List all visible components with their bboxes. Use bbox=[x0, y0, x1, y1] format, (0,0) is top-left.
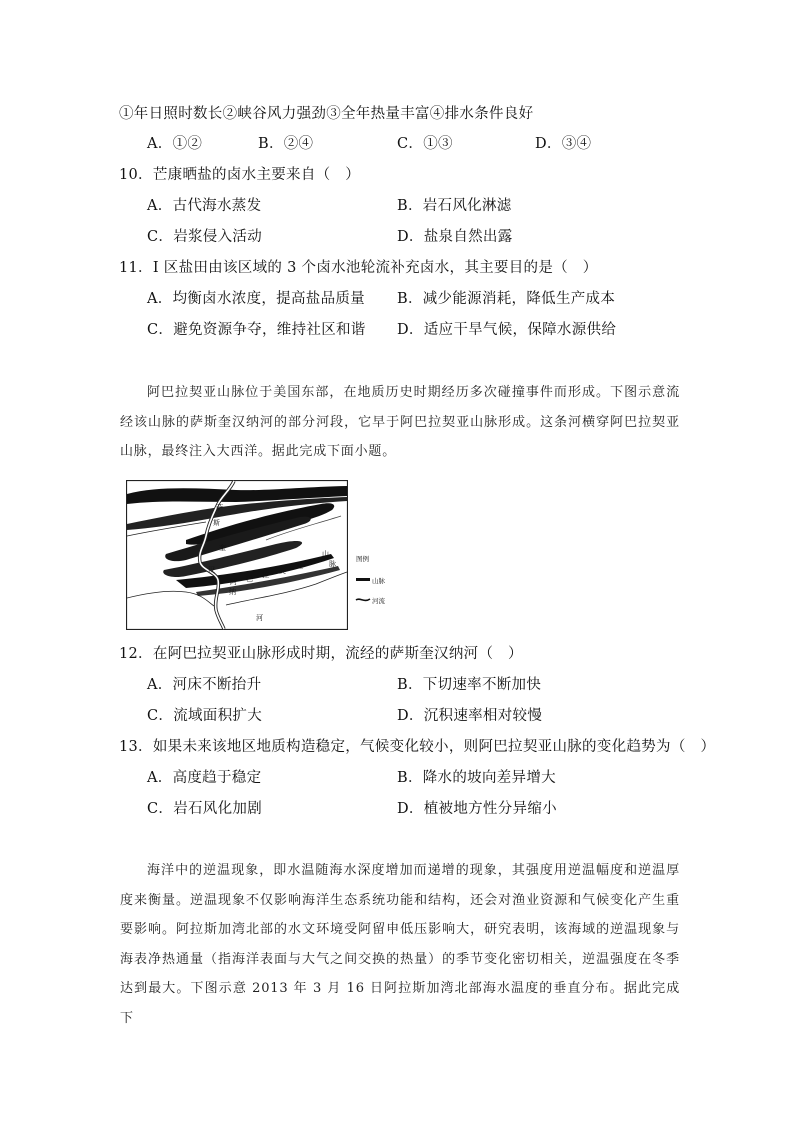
river-char-3: 奎 bbox=[219, 544, 226, 552]
q13-option-b[interactable]: B．降水的坡向差异增大 bbox=[397, 770, 556, 786]
passage-ocean-inversion bbox=[120, 856, 680, 1033]
range-char-3: 拉 bbox=[262, 571, 269, 579]
q9-option-b[interactable]: B．②④ bbox=[258, 136, 314, 152]
q11-option-d[interactable]: D．适应干旱气候，保障水源供给 bbox=[397, 322, 617, 338]
legend-title-text: 图例 bbox=[356, 555, 369, 563]
range-char-5: 亚 bbox=[296, 562, 303, 570]
q9-option-c[interactable]: C．①③ bbox=[397, 136, 453, 152]
q10-option-b[interactable]: B．岩石风化淋滤 bbox=[397, 198, 512, 214]
legend-river-swatch bbox=[356, 599, 370, 600]
q13-option-c[interactable]: C．岩石风化加剧 bbox=[147, 801, 262, 817]
q9-statements: ①年日照时数长②峡谷风力强劲③全年热量丰富④排水条件良好 bbox=[119, 106, 534, 122]
q9-option-d[interactable]: D．③④ bbox=[535, 136, 592, 152]
river-char-4: 汉 bbox=[208, 566, 215, 574]
q12-option-a[interactable]: A．河床不断抬升 bbox=[147, 677, 262, 693]
q10-stem: 10．芒康晒盐的卤水主要来自（ ） bbox=[119, 167, 361, 183]
legend-mountain-swatch bbox=[356, 578, 370, 581]
q9-option-a[interactable]: A．①② bbox=[147, 136, 203, 152]
q12-option-c[interactable]: C．流域面积扩大 bbox=[147, 708, 262, 724]
river-char-2: 斯 bbox=[213, 519, 220, 527]
range-char-1: 阿 bbox=[230, 578, 237, 586]
range-char-6: 山 bbox=[322, 550, 329, 558]
q10-option-d[interactable]: D．盐泉自然出露 bbox=[397, 229, 513, 245]
q11-option-b[interactable]: B．减少能源消耗，降低生产成本 bbox=[397, 291, 616, 307]
q13-option-d[interactable]: D．植被地方性分异缩小 bbox=[397, 801, 557, 817]
q12-option-b[interactable]: B．下切速率不断加快 bbox=[397, 677, 542, 693]
q10-option-c[interactable]: C．岩浆侵入活动 bbox=[147, 229, 262, 245]
q10-option-a[interactable]: A．古代海水蒸发 bbox=[147, 198, 262, 214]
passage-ocean-inversion-text: 海洋中的逆温现象，即水温随海水深度增加而递增的现象，其强度用逆温幅度和逆温厚度来衡量。逆温现象不仅影响海洋生态系统功能和结构，还会对渔业资源和气候变化产生重要影响。阿拉斯加湾北部的水文环境受阿留申低压影响大，研究表明，该海域的逆温现象与海表净热通量（指海洋表面与大气之间交换的热量）的季节变化密切相关，逆温强度在冬季达到最大。下图示意 2013 年 3 月 16 日阿拉斯加湾北部海水温度的垂直分布。据此完成下 bbox=[120, 863, 680, 1026]
q11-option-a[interactable]: A．均衡卤水浓度，提高盐品质量 bbox=[147, 291, 365, 307]
legend-mountain-label: 山脉 bbox=[372, 577, 385, 585]
passage-appalachian bbox=[120, 378, 680, 467]
q12-stem: 12．在阿巴拉契亚山脉形成时期，流经的萨斯奎汉纳河（ ） bbox=[119, 646, 523, 662]
range-char-4: 契 bbox=[279, 567, 286, 575]
q12-option-d[interactable]: D．沉积速率相对较慢 bbox=[397, 708, 543, 724]
q11-stem: 11．I 区盐田由该区域的 3 个卤水池轮流补充卤水，其主要目的是（ ） bbox=[119, 260, 598, 276]
river-char-6: 河 bbox=[256, 614, 263, 622]
q11-option-c[interactable]: C．避免资源争夺，维持社区和谐 bbox=[147, 322, 366, 338]
range-char-7: 脉 bbox=[329, 560, 336, 568]
passage-appalachian-text: 阿巴拉契亚山脉位于美国东部，在地质历史时期经历多次碰撞事件而形成。下图示意流经该山脉的萨斯奎汉纳河的部分河段，它早于阿巴拉契亚山脉形成。这条河横穿阿巴拉契亚山脉，最终注入大西洋。据此完成下面小题。 bbox=[120, 385, 680, 459]
river-char-1: 萨 bbox=[216, 504, 223, 512]
river-char-5: 纳 bbox=[229, 588, 236, 596]
susquehanna-river-map bbox=[126, 480, 348, 630]
q13-option-a[interactable]: A．高度趋于稳定 bbox=[147, 770, 262, 786]
range-char-2: 巴 bbox=[246, 575, 253, 583]
map-legend bbox=[354, 553, 414, 608]
legend-river-label: 河流 bbox=[372, 597, 385, 605]
q13-stem: 13．如果未来该地区地质构造稳定，气候变化较小，则阿巴拉契亚山脉的变化趋势为（ ） bbox=[119, 739, 716, 755]
